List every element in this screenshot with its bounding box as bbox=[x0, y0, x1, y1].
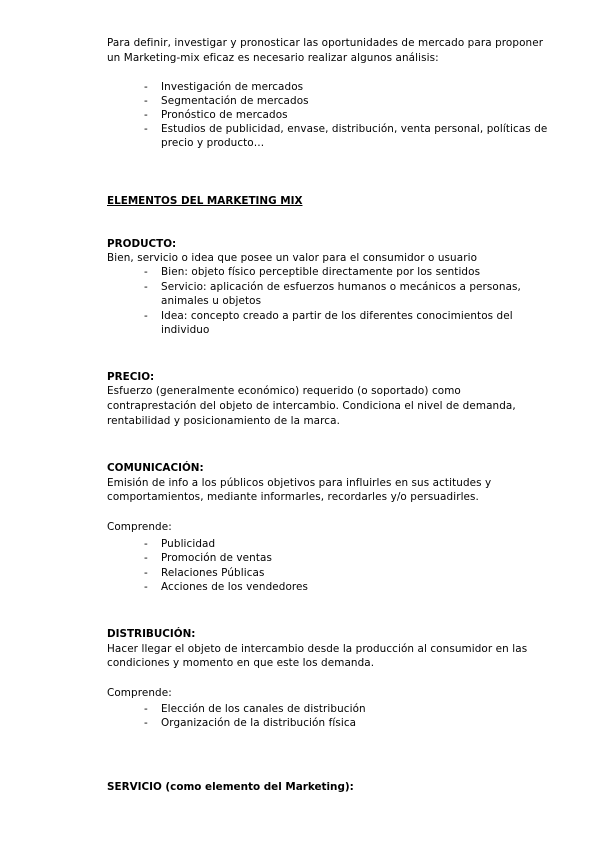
intro-item-continuation: precio y producto… bbox=[161, 137, 265, 149]
bullet-dash: - bbox=[144, 123, 148, 135]
precio-line: Esfuerzo (generalmente económico) requerido (o soportado) como bbox=[107, 385, 461, 397]
comunicacion-item: Relaciones Públicas bbox=[161, 567, 265, 579]
bullet-dash: - bbox=[144, 567, 148, 579]
distribucion-item: Elección de los canales de distribución bbox=[161, 703, 366, 715]
bullet-dash: - bbox=[144, 703, 148, 715]
distribucion-line: condiciones y momento en que este los demanda. bbox=[107, 657, 375, 669]
bullet-dash: - bbox=[144, 538, 148, 550]
intro-item: Pronóstico de mercados bbox=[161, 109, 288, 121]
producto-heading: PRODUCTO: bbox=[107, 238, 177, 250]
bullet-dash: - bbox=[144, 95, 148, 107]
producto-item: Servicio: aplicación de esfuerzos humanos o mecánicos a personas, bbox=[161, 281, 521, 293]
intro-item: Segmentación de mercados bbox=[161, 95, 309, 107]
servicio-heading: SERVICIO (como elemento del Marketing): bbox=[107, 781, 354, 793]
comunicacion-item: Promoción de ventas bbox=[161, 552, 272, 564]
bullet-dash: - bbox=[144, 109, 148, 121]
section-title: ELEMENTOS DEL MARKETING MIX bbox=[107, 195, 303, 207]
bullet-dash: - bbox=[144, 266, 148, 278]
intro-line-2: un Marketing-mix eficaz es necesario realizar algunos análisis: bbox=[107, 52, 439, 64]
intro-item: Investigación de mercados bbox=[161, 81, 304, 93]
bullet-dash: - bbox=[144, 581, 148, 593]
precio-line: contraprestación del objeto de intercambio. Condiciona el nivel de demanda, bbox=[107, 400, 516, 412]
comunicacion-line: comportamientos, mediante informarles, recordarles y/o persuadirles. bbox=[107, 491, 479, 503]
comunicacion-item: Acciones de los vendedores bbox=[161, 581, 309, 593]
precio-line: rentabilidad y posicionamiento de la marca. bbox=[107, 415, 340, 427]
intro-item: Estudios de publicidad, envase, distribución, venta personal, políticas de bbox=[161, 123, 548, 135]
bullet-dash: - bbox=[144, 81, 148, 93]
intro-line-1: Para definir, investigar y pronosticar las oportunidades de mercado para proponer bbox=[107, 37, 544, 49]
producto-item-continuation: animales u objetos bbox=[161, 295, 262, 307]
producto-item: Bien: objeto físico perceptible directamente por los sentidos bbox=[161, 266, 481, 278]
bullet-dash: - bbox=[144, 310, 148, 322]
distribucion-comprende: Comprende: bbox=[107, 687, 172, 699]
precio-heading: PRECIO: bbox=[107, 371, 155, 383]
producto-item: Idea: concepto creado a partir de los diferentes conocimientos del bbox=[161, 310, 513, 322]
distribucion-item: Organización de la distribución física bbox=[161, 717, 357, 729]
comunicacion-line: Emisión de info a los públicos objetivos para influirles en sus actitudes y bbox=[107, 477, 492, 489]
bullet-dash: - bbox=[144, 717, 148, 729]
comunicacion-heading: COMUNICACIÓN: bbox=[107, 462, 204, 474]
distribucion-heading: DISTRIBUCIÓN: bbox=[107, 628, 196, 640]
producto-item-continuation: individuo bbox=[161, 324, 210, 336]
comunicacion-comprende: Comprende: bbox=[107, 521, 172, 533]
bullet-dash: - bbox=[144, 552, 148, 564]
producto-intro: Bien, servicio o idea que posee un valor para el consumidor o usuario bbox=[107, 252, 478, 264]
comunicacion-item: Publicidad bbox=[161, 538, 216, 550]
bullet-dash: - bbox=[144, 281, 148, 293]
distribucion-line: Hacer llegar el objeto de intercambio desde la producción al consumidor en las bbox=[107, 643, 528, 655]
